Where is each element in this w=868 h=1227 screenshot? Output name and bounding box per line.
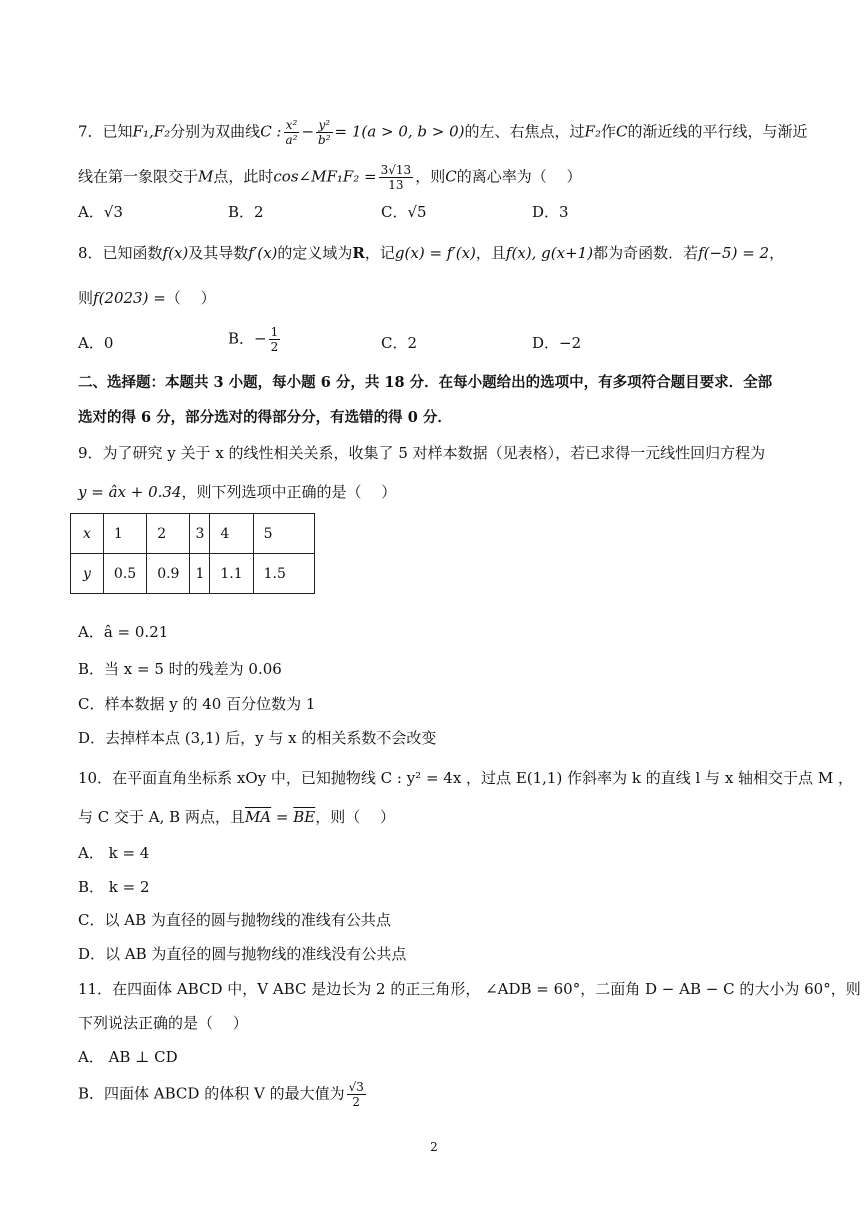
q7-frac-x (284, 118, 300, 147)
q8-text: ， (769, 244, 785, 262)
q10-option-a[interactable]: A． k = 4 (78, 844, 150, 862)
q7-option-d[interactable]: D．3 (532, 203, 569, 221)
q8-option-d[interactable]: D．−2 (532, 334, 582, 352)
q8-expr: f′(x) (248, 244, 278, 262)
q9-equation: y = âx + 0.34 (78, 483, 182, 501)
page-number: 2 (430, 1140, 438, 1154)
q8-text: ，记 (364, 244, 395, 262)
q8-expr: f(x) (162, 244, 189, 262)
section2-heading-line1: 二、选择题：本题共 3 小题，每小题 6 分，共 18 分．在每小题给出的选项中，有多项符合题目要求．全部 (78, 374, 773, 391)
q10-option-b[interactable]: B． k = 2 (78, 878, 150, 896)
table-cell: 1.5 (253, 554, 314, 594)
q10-vector-be: $\overline{BE}$ (293, 808, 316, 826)
table-cell: 4 (210, 514, 253, 554)
frac-num: 1 (270, 325, 279, 339)
q7-var: C : (260, 122, 282, 141)
q7-var: C (445, 167, 457, 186)
q7-text: ，则 (415, 167, 446, 186)
q8-text: 则 (78, 289, 94, 307)
q8-expr: g(x) = f′(x) (394, 244, 476, 262)
q7-option-b[interactable]: B．2 (228, 203, 264, 221)
q8-text: 的定义域为 (277, 244, 353, 262)
q9-option-d[interactable]: D．去掉样本点 (3,1) 后，y 与 x 的相关系数不会改变 (78, 729, 437, 747)
q7-text: 分别为双曲线 (170, 122, 261, 141)
q8-text: 8．已知函数 (78, 244, 163, 262)
q9-sample-table (70, 513, 315, 594)
q7-text: 的离心率为（ ） (456, 167, 582, 186)
q9-text: ，则下列选项中正确的是（ ） (181, 483, 397, 501)
q10-line2 (78, 807, 395, 827)
table-cell: 0.5 (103, 554, 146, 594)
frac-num: y² (316, 118, 333, 133)
table-cell: 1 (103, 514, 146, 554)
frac-den: 13 (388, 178, 404, 192)
q8-expr: f(−5) = 2 (698, 244, 770, 262)
q7-line2 (78, 163, 581, 192)
q8-text: 及其导数 (188, 244, 249, 262)
q10-option-d[interactable]: D．以 AB 为直径的圆与抛物线的准线没有公共点 (78, 945, 407, 963)
q9-option-b[interactable]: B．当 x = 5 时的残差为 0.06 (78, 660, 282, 678)
q10-option-c[interactable]: C．以 AB 为直径的圆与抛物线的准线有公共点 (78, 911, 391, 929)
frac-num: x² (284, 118, 300, 133)
q11-frac (347, 1080, 366, 1109)
option-sign: − (254, 329, 267, 348)
q7-option-a[interactable]: A．√3 (78, 203, 123, 221)
table-row (71, 554, 315, 594)
table-cell: 3 (190, 514, 210, 554)
option-text: B．四面体 ABCD 的体积 V 的最大值为 (78, 1084, 345, 1103)
q7-text: 线在第一象限交于 (78, 167, 199, 186)
q7-text: 的渐近线的平行线，与渐近 (627, 122, 808, 141)
q8-line1 (78, 243, 784, 263)
q7-option-c[interactable]: C．√5 (381, 203, 427, 221)
q7-frac-y (316, 118, 333, 147)
q11-option-b[interactable] (78, 1080, 368, 1109)
table-cell: 2 (147, 514, 190, 554)
option-label: B． (228, 329, 255, 348)
frac-num: √3 (348, 1080, 364, 1094)
table-cell: 5 (253, 514, 314, 554)
table-cell: 1.1 (210, 554, 253, 594)
q8-option-c[interactable]: C．2 (381, 334, 418, 352)
q9-line1: 9．为了研究 y 关于 x 的线性相关关系，收集了 5 对样本数据（见表格），若已求得一元线性回归方程为 (78, 444, 766, 462)
q8-expr: R (352, 244, 365, 262)
q8-line2 (78, 288, 216, 308)
q7-text: 点，此时 (213, 167, 274, 186)
q8-frac-half (269, 325, 281, 354)
q10-text: 与 C 交于 A, B 两点，且 (78, 808, 245, 826)
q7-var: C (615, 122, 628, 141)
q10-text: ，则（ ） (315, 808, 396, 826)
q7-line1 (78, 118, 807, 147)
q7-text: 的左、右焦点，过 (464, 122, 585, 141)
q8-text: （ ） (165, 289, 216, 307)
q10-line1: 10．在平面直角坐标系 xOy 中，已知抛物线 C : y² = 4x ，过点 E(1,1) 作斜率为 k 的直线 l 与 x 轴相交于点 M ， (78, 769, 853, 787)
frac-den: 2 (352, 1095, 361, 1109)
q10-vector-ma: $\overline{MA}$ (244, 808, 272, 826)
q9-option-c[interactable]: C．样本数据 y 的 40 百分位数为 1 (78, 695, 316, 713)
q9-option-a[interactable]: A．â = 0.21 (78, 623, 169, 641)
frac-num: 3√13 (380, 163, 412, 177)
q7-minus: − (301, 122, 315, 141)
q9-line2 (78, 482, 396, 502)
q7-frac-ratio (379, 163, 414, 192)
section2-heading-line2: 选对的得 6 分，部分选对的得部分分，有选错的得 0 分． (78, 409, 452, 426)
table-cell: 1 (190, 554, 210, 594)
frac-den: a² (285, 133, 298, 147)
frac-den: b² (318, 133, 331, 147)
table-cell: 0.9 (147, 554, 190, 594)
q7-var: M (198, 167, 214, 186)
q11-line1: 11．在四面体 ABCD 中，V ABC 是边长为 2 的正三角形， ∠ADB = 60°，二面角 D − AB − C 的大小为 60°，则 (78, 980, 861, 998)
table-row (71, 514, 315, 554)
q8-option-b[interactable] (228, 325, 282, 354)
table-cell: x (71, 514, 104, 554)
q11-line2: 下列说法正确的是（ ） (78, 1014, 248, 1032)
q7-cond: = 1(a > 0, b > 0) (334, 122, 465, 141)
frac-den: 2 (270, 340, 279, 354)
q8-text: ，且 (475, 244, 506, 262)
q8-expr: f(2023) = (93, 289, 166, 307)
q7-var: F₁,F₂ (132, 122, 171, 141)
q8-option-a[interactable]: A．0 (78, 334, 114, 352)
q10-equals: = (271, 808, 294, 826)
q11-option-a[interactable]: A． AB ⊥ CD (78, 1048, 178, 1066)
q8-text: 都为奇函数．若 (593, 244, 699, 262)
table-cell: y (71, 554, 104, 594)
q7-text: 作 (600, 122, 616, 141)
q7-cos: cos∠MF₁F₂ = (273, 167, 377, 186)
q8-expr: f(x), g(x+1) (505, 244, 594, 262)
q7-var: F₂ (584, 122, 601, 141)
q7-text: 7．已知 (78, 122, 133, 141)
